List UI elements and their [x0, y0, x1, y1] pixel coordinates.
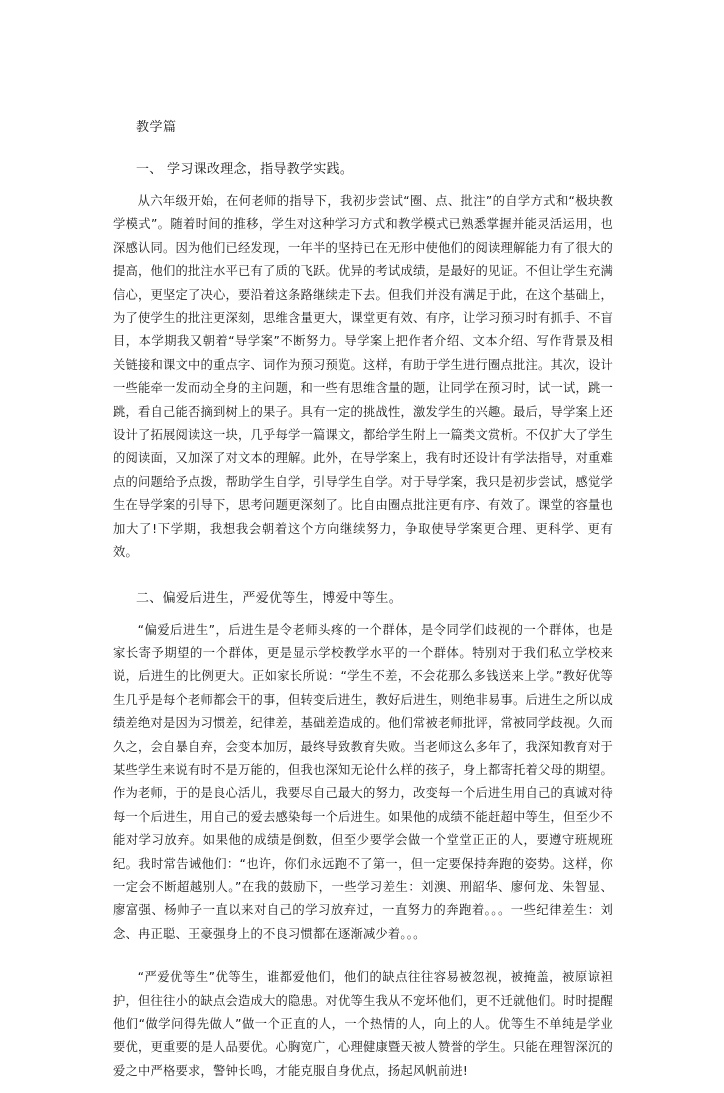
section-1-paragraph-1: 从六年级开始，在何老师的指导下，我初步尝试“圈、点、批注”的自学方式和“极块教学模式”。随着时间的推移，学生对这种学习方式和教学模式已熟悉掌握并能灵活运用，也深感认同。因为他们已经发现，一年半的坚持已在无形中使他们的阅读理解能力有了很大的提高，他们的批注水平已有了质的飞跃。优异的考试成绩，是最好的见证。不但让学生充满信心，更坚定了决心，要沿着这条路继续走下去。但我们并没有满足于此，在这个基础上，为了使学生的批注更深刻，思维含量更大，课堂更有效、有序，让学习预习时有抓手、不盲目，本学期我又朝着“导学案”不断努力。导学案上把作者介绍、文本介绍、写作背景及相关链接和课文中的重点字、词作为预习预览。这样，有助于学生进行圈点批注。其次，设计一些能牵一发而动全身的主问题，和一些有思维含量的题，让同学在预习时，试一试，跳一跳，看自己能否摘到树上的果子。具有一定的挑战性，激发学生的兴趣。最后，导学案上还设计了拓展阅读这一块，几乎每学一篇课文，都给学生附上一篇类文赏析。不仅扩大了学生的阅读面，又加深了对文本的理解。此外，在导学案上，我有时还设计有学法指导，对重难点的问题给予点拨，帮助学生自学，引导学生自学。对于导学案，我只是初步尝试，感觉学生在导学案的引导下，思考问题更深刻了。比自由圈点批注更有序、有效了。课堂的容量也加大了!下学期，我想我会朝着这个方向继续努力，争取使导学案更合理、更科学、更有效。 [113, 194, 613, 560]
document-heading: 教学篇 [136, 120, 177, 135]
section-2-paragraph-2: “严爱优等生”优等生，谁都爱他们，他们的缺点往往容易被忽视，被掩盖，被原谅袒护，但往往小的缺点会造成大的隐患。对优等生我从不宠坏他们，更不迁就他们。时时提醒他们“做学问得先做人”做一个正直的人，一个热情的人，向上的人。优等生不单纯是学业要优，更重要的是人品要优。心胸宽广，心理健康暨天被人赞誉的学生。只能在理智深沉的爱之中严格要求，警钟长鸣，才能克服自身优点，扬起风帆前进! [113, 970, 613, 1078]
section-2-title: 二、偏爱后进生，严爱优等生，博爱中等生。 [136, 590, 403, 606]
spacer [113, 146, 613, 150]
document-page [113, 118, 613, 1093]
section-1-title: 一、 学习课改理念，指导教学实践。 [136, 162, 354, 177]
spacer [113, 956, 613, 966]
section-2-paragraph-1: “偏爱后进生”，后进生是令老师头疼的一个群体，是令同学们歧视的一个群体，也是家长寄予期望的一个群体，更是显示学校教学水平的一个群体。特别对于我们私立学校来说，后进生的比例更大。正如家长所说：“学生不差，不会花那么多钱送来上学。”教好优等生几乎是每个老师都会干的事，但转变后进生，教好后进生，则绝非易事。后进生之所以成绩差绝对是因为习惯差，纪律差，基础差造成的。他们常被老师批评，常被同学歧视。久而久之，会自暴自弃，会变本加厉，最终导致教育失败。当老师这么多年了，我深知教育对于某些学生来说有时不是万能的，但我也深知无论什么样的孩子，身上都寄托着父母的期望。作为老师，于的是良心活儿，我要尽自己最大的努力，改变每一个后进生用自己的真诚对待每一个后进生，用自己的爱去感染每一个后进生。如果他的成绩不能赶超中等生，但至少不能对学习放弃。如果他的成绩是倒数，但至少要学会做一个堂堂正正的人，要遵守班规班纪。我时常告诫他们：“也许，你们永远跑不了第一，但一定要保持奔跑的姿势。这样，你一定会不断超越别人。”在我的鼓励下，一些学习差生：刘澳、刑韶华、廖何龙、朱智显、廖富强、杨帅子一直以来对自己的学习放弃过，一直努力的奔跑着。。。一些纪律差生：刘念、冉正聪、王豪强身上的不良习惯都在逐渐减少着。。。 [113, 622, 613, 941]
spacer [113, 575, 613, 579]
